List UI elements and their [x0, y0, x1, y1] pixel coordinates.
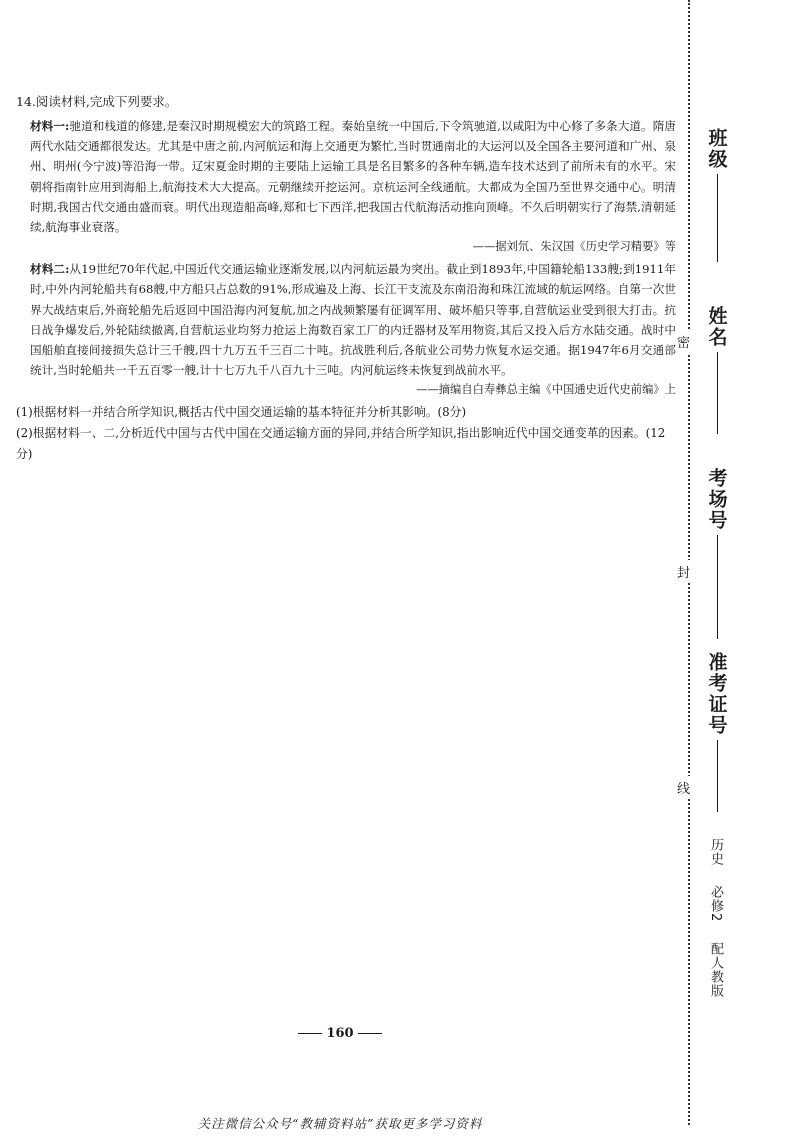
- seal-mark-mi: 密: [677, 330, 690, 353]
- subject-edition: 配人教版: [708, 941, 723, 998]
- material-2-label: 材料二:: [30, 262, 70, 277]
- material-1-label: 材料一:: [30, 119, 70, 133]
- task-2: (2)根据材料一、二,分析近代中国与古代中国在交通运输方面的异同,并结合所学知识,指出影响近代中国交通变革的因素。(12分): [16, 426, 666, 462]
- subject-book: 必修2: [708, 885, 723, 923]
- field-ticket-number-label: 准考证号: [705, 652, 728, 736]
- footer-watermark: 关注微信公众号“教辅资料站”获取更多学习资料: [197, 1116, 483, 1131]
- field-class: [700, 128, 734, 262]
- subject-name: 历史: [708, 838, 723, 866]
- subject-info: [706, 838, 725, 1012]
- page-number-dash-right: [358, 1033, 382, 1034]
- material-1: [16, 116, 676, 237]
- field-ticket-number: [700, 652, 734, 812]
- field-exam-room-label: 考场号: [705, 468, 728, 531]
- task-list: [16, 402, 676, 465]
- page-number-value: 160: [326, 1026, 354, 1041]
- field-class-label: 班级: [705, 128, 728, 170]
- seal-mark-xian: 线: [677, 776, 690, 799]
- question-block: [16, 92, 676, 465]
- material-2-text: 从19世纪70年代起,中国近代交通运输业逐渐发展,以内河航运最为突出。截止到1893年,中国籍轮船133艘;到1911年时,中外内河轮船共有68艘,中方船只占总数的91%,形成遍及上海、长江干支流及东南沿海和珠江流域的航运网络。自第一次世界大战结束后,外商轮船先后返回中国沿海内河复航,加之内战频繁屡有征调军用、破坏船只等事,自营航运业受到很大打击。抗日战争爆发后,外轮陆续撤离,自营航运业均努力抢运上海数百家工厂的内迁器材及军用物资,其后又投入后方水陆交通。战时中国船舶直接间接损失总计三千艘,四十九万五千三百二十吨。抗战胜利后,各航业公司势力恢复水运交通。据1947年6月交通部统计,当时轮船共一千五百零一艘,计十七万九千八百九十三吨。内河航运终未恢复到战前水平。: [30, 262, 676, 378]
- material-1-text: 驰道和栈道的修建,是秦汉时期规模宏大的筑路工程。秦始皇统一中国后,下令筑驰道,以咸阳为中心修了多条大道。隋唐两代水陆交通都很发达。尤其是中唐之前,内河航运和海上交通更为繁忙,当时贯通南北的大运河以及全国各主要河道和广州、泉州、明州(今宁波)等沿海一带。辽宋夏金时期的主要陆上运输工具是名目繁多的各种车辆,造车技术达到了前所未有的水平。宋朝将指南针应用到海船上,航海技术大大提高。元朝继续开挖运河。京杭运河全线通航。大都成为全国乃至世界交通中心。明清时期,我国古代交通由盛而衰。明代出现造船高峰,郑和七下西洋,把我国古代航海活动推向顶峰。不久后明朝实行了海禁,清朝延续,航海事业衰落。: [30, 119, 677, 235]
- field-name-line[interactable]: [717, 352, 718, 434]
- page-number: [0, 1026, 680, 1041]
- material-2: [16, 259, 676, 380]
- field-ticket-number-line[interactable]: [717, 740, 718, 812]
- field-name-label: 姓名: [705, 306, 728, 348]
- field-name: [700, 306, 734, 434]
- seal-mark-feng: 封: [677, 560, 690, 583]
- question-header: 14.阅读材料,完成下列要求。: [16, 94, 178, 109]
- field-exam-room: [700, 468, 734, 639]
- task-1: (1)根据材料一并结合所学知识,概括古代中国交通运输的基本特征并分析其影响。(8分): [16, 405, 467, 420]
- page-number-dash-left: [298, 1033, 322, 1034]
- field-exam-room-line[interactable]: [717, 535, 718, 639]
- material-2-source: ——摘编自白寿彝总主编《中国通史近代史前编》上: [416, 383, 676, 397]
- field-class-line[interactable]: [717, 174, 718, 262]
- material-1-source: ——据刘氘、朱汉国《历史学习精要》等: [472, 240, 676, 254]
